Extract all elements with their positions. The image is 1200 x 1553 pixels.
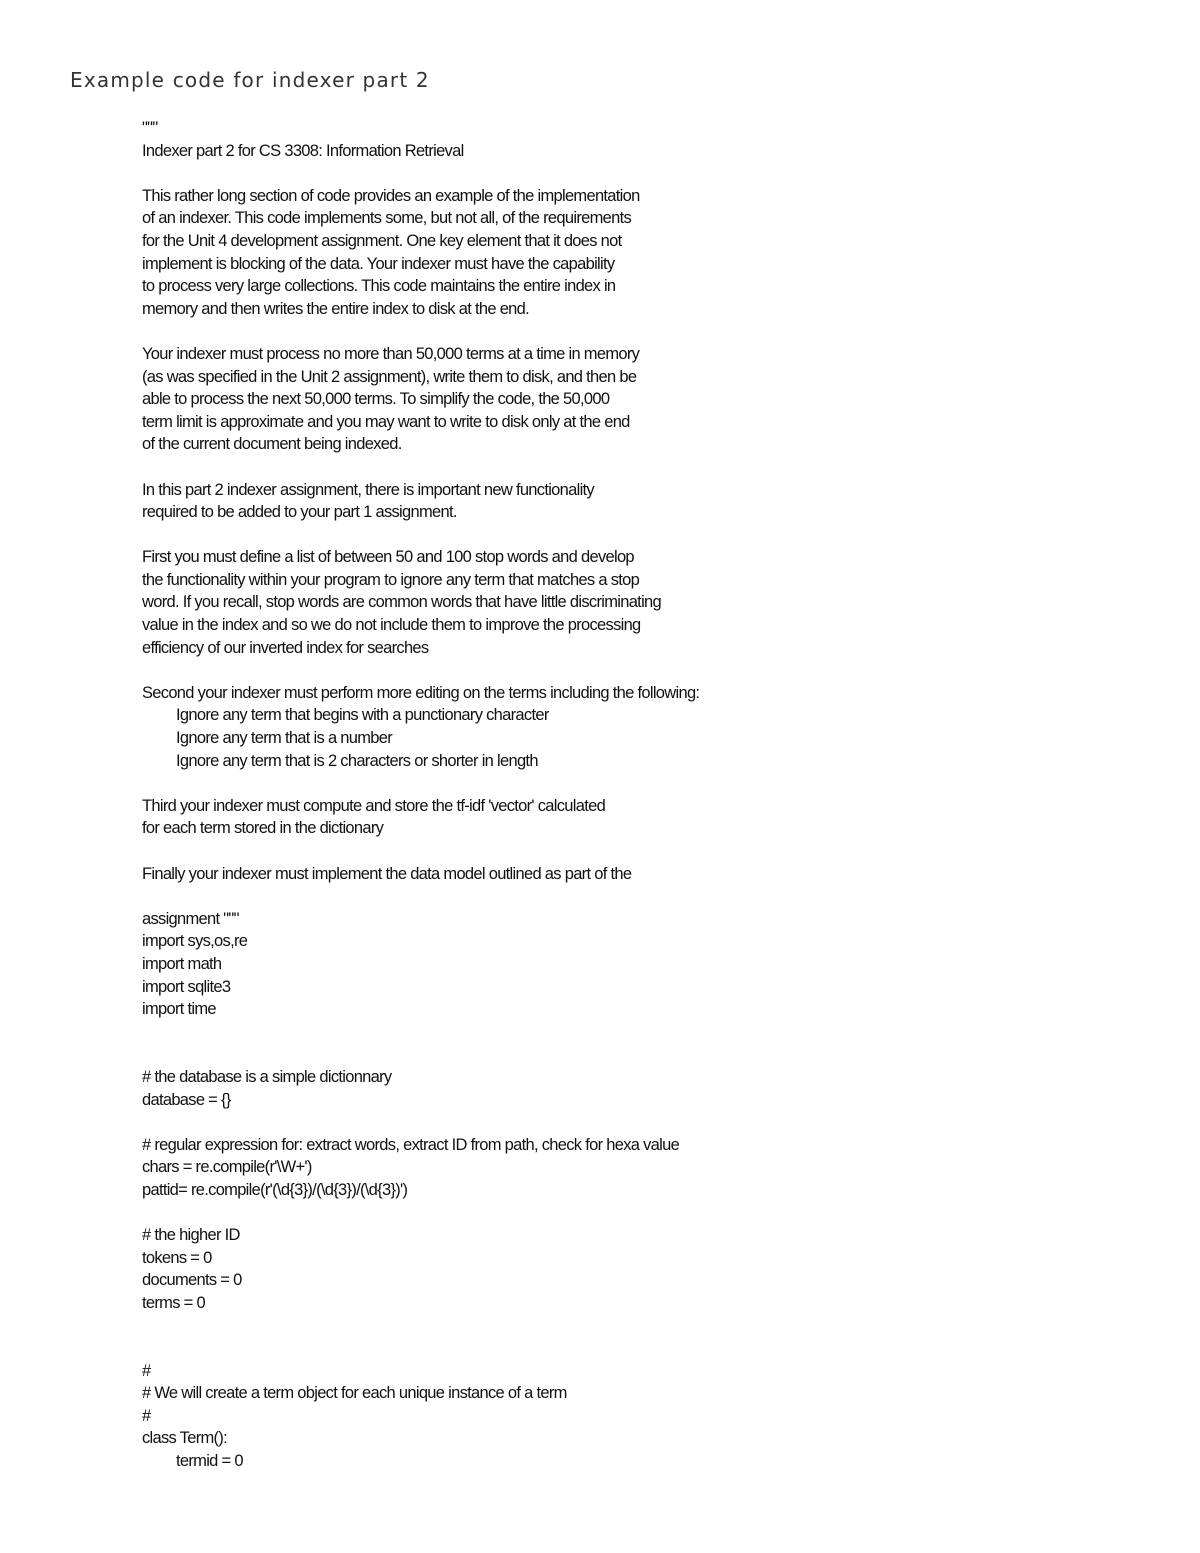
code-line: Ignore any term that is a number — [176, 729, 393, 748]
code-line: First you must define a list of between 50 and 100 stop words and develop — [142, 548, 634, 567]
code-line: able to process the next 50,000 terms. To simplify the code, the 50,000 — [142, 390, 610, 409]
code-line: assignment """ — [142, 909, 239, 928]
code-line: import time — [142, 1000, 216, 1019]
code-line: In this part 2 indexer assignment, there is important new functionality — [142, 480, 594, 499]
blank-line — [142, 1021, 1142, 1044]
code-line: to process very large collections. This code maintains the entire index in — [142, 277, 616, 296]
blank-line — [142, 1202, 1142, 1225]
blank-line — [142, 1043, 1142, 1066]
code-line: Indexer part 2 for CS 3308: Information Retrieval — [142, 141, 464, 160]
code-line: import sqlite3 — [142, 977, 231, 996]
blank-line — [142, 524, 1142, 547]
code-line: memory and then writes the entire index to disk at the end. — [142, 299, 530, 318]
blank-line — [142, 162, 1142, 185]
code-line: Second your indexer must perform more editing on the terms including the following: — [142, 683, 700, 702]
code-line: Finally your indexer must implement the data model outlined as part of the — [142, 864, 632, 883]
code-line: # the higher ID — [142, 1226, 240, 1245]
code-line: Ignore any term that begins with a punctionary character — [176, 706, 549, 725]
code-line: # We will create a term object for each unique instance of a term — [142, 1384, 567, 1403]
code-line: implement is blocking of the data. Your indexer must have the capability — [142, 254, 615, 273]
code-line: This rather long section of code provides an example of the implementation — [142, 186, 640, 205]
code-line: efficiency of our inverted index for searches — [142, 638, 429, 657]
code-line: # — [142, 1361, 151, 1380]
code-line: class Term(): — [142, 1429, 228, 1448]
code-line: # the database is a simple dictionnary — [142, 1067, 392, 1086]
code-line: database = {} — [142, 1090, 231, 1109]
code-line: value in the index and so we do not include them to improve the processing — [142, 616, 641, 635]
code-line: # — [142, 1406, 151, 1425]
code-line: word. If you recall, stop words are common words that have little discriminating — [142, 593, 661, 612]
code-line: of the current document being indexed. — [142, 435, 402, 454]
blank-line — [142, 1337, 1142, 1360]
blank-line — [142, 885, 1142, 908]
blank-line — [142, 320, 1142, 343]
blank-line — [142, 456, 1142, 479]
code-line: for the Unit 4 development assignment. One key element that it does not — [142, 231, 622, 250]
code-line: required to be added to your part 1 assignment. — [142, 503, 457, 522]
code-block — [142, 117, 1142, 1473]
blank-line — [142, 840, 1142, 863]
blank-line — [142, 1111, 1142, 1134]
code-line: Your indexer must process no more than 50,000 terms at a time in memory — [142, 344, 640, 363]
page-title: Example code for indexer part 2 — [70, 68, 430, 92]
code-line: import sys,os,re — [142, 932, 248, 951]
code-line: of an indexer. This code implements some, but not all, of the requirements — [142, 209, 632, 228]
code-line: (as was specified in the Unit 2 assignment), write them to disk, and then be — [142, 367, 637, 386]
code-line: the functionality within your program to ignore any term that matches a stop — [142, 570, 640, 589]
code-line: pattid= re.compile(r'(\d{3})/(\d{3})/(\d{3})') — [142, 1180, 408, 1199]
code-line: termid = 0 — [176, 1452, 243, 1471]
code-line: tokens = 0 — [142, 1248, 212, 1267]
code-line: # regular expression for: extract words, extract ID from path, check for hexa value — [142, 1135, 680, 1154]
code-line: Third your indexer must compute and store the tf-idf 'vector' calculated — [142, 796, 606, 815]
code-line: chars = re.compile(r'\W+') — [142, 1158, 312, 1177]
code-line: term limit is approximate and you may want to write to disk only at the end — [142, 412, 630, 431]
code-line: import math — [142, 954, 222, 973]
code-line: for each term stored in the dictionary — [142, 819, 384, 838]
blank-line — [142, 659, 1142, 682]
blank-line — [142, 1314, 1142, 1337]
blank-line — [142, 772, 1142, 795]
code-line: Ignore any term that is 2 characters or shorter in length — [176, 751, 538, 770]
code-line: """ — [142, 119, 158, 137]
code-line: terms = 0 — [142, 1293, 205, 1312]
code-line: documents = 0 — [142, 1271, 242, 1290]
